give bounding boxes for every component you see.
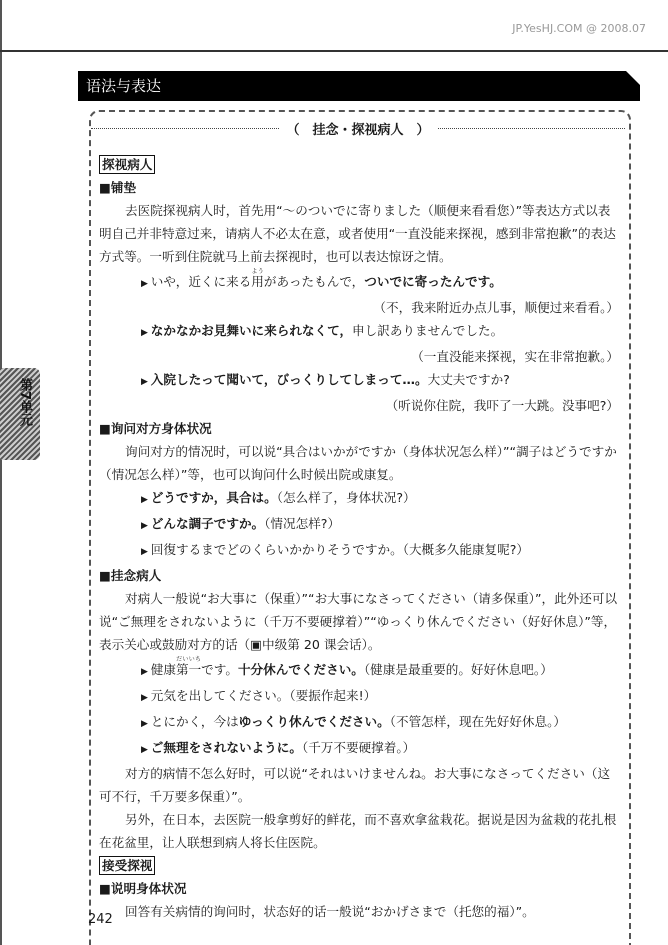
watermark: JP.YesHJ.COM @ 2008.07 bbox=[512, 22, 646, 35]
book-icon: ▣ bbox=[250, 637, 263, 652]
example-item: ▶ どうですか，具合は。（怎么样了，身体状况?） bbox=[99, 486, 619, 512]
section-title: 语法与表达 bbox=[86, 77, 162, 95]
unit-side-tab bbox=[0, 368, 40, 460]
example-item: ▶ ご無理をされないように。（千万不要硬撑着。） bbox=[99, 736, 619, 762]
example-item: ▶ 健康第一だいいちです。十分休んでください。（健康是最重要的。好好休息吧。） bbox=[99, 656, 619, 684]
box-title: （ 挂念・探视病人 ） bbox=[286, 122, 430, 138]
section-tag: 接受探视 bbox=[99, 856, 155, 875]
example-item: ▶ 入院したって聞いて，びっくりしてしまって…。大丈夫ですか? bbox=[99, 368, 619, 394]
corner-fold-icon bbox=[626, 71, 640, 85]
subheading: ■挂念病人 bbox=[99, 568, 162, 583]
example-item: ▶ いや，近くに来る用ようがあったもんで，ついでに寄ったんです。 bbox=[99, 268, 619, 296]
page-number: 242 bbox=[88, 912, 113, 927]
paragraph: 去医院探视病人时，首先用“～のついでに寄りました（顺便来看看您）”等表达方式以表明自己并非特意过来，请病人不必太在意，或者使用“一直没能来探视，感到非常抱歉”的表达方式等。一听到住院就马上前去探视时，也可以表达惊讶之情。 bbox=[99, 203, 616, 264]
header-rule bbox=[0, 50, 668, 52]
subheading: ■询问对方身体状况 bbox=[99, 421, 212, 436]
paragraph: 对方的病情不怎么好时，可以说“それはいけませんね。お大事になさってください（这可不行，千万要多保重）”。 bbox=[99, 766, 611, 804]
example-item: ▶ 回復するまでどのくらいかかりそうですか。（大概多久能康复呢?） bbox=[99, 538, 619, 564]
box-title-row bbox=[91, 118, 625, 138]
section-bar bbox=[78, 71, 640, 101]
section-tag: 探视病人 bbox=[99, 155, 155, 174]
example-item: ▶ なかなかお見舞いに来られなくて，申し訳ありませんでした。 bbox=[99, 319, 619, 345]
content bbox=[99, 153, 619, 923]
example-item: ▶ 元気を出してください。（要振作起来!） bbox=[99, 684, 619, 710]
translation: （一直没能来探视，实在非常抱歉。） bbox=[411, 349, 619, 364]
example-item: ▶ どんな調子ですか。（情况怎样?） bbox=[99, 512, 619, 538]
paragraph: 回答有关病情的询问时，状态好的话一般说“おかげさまで（托您的福）”。 bbox=[125, 904, 535, 919]
subheading: ■说明身体状况 bbox=[99, 881, 187, 896]
example-item: ▶ とにかく，今はゆっくり休んでください。（不管怎样，现在先好好休息。） bbox=[99, 710, 619, 736]
translation: （不，我来附近办点儿事，顺便过来看看。） bbox=[373, 300, 619, 315]
subheading: ■铺垫 bbox=[99, 180, 137, 195]
translation: （听说你住院，我吓了一大跳。没事吧?） bbox=[385, 398, 619, 413]
scan-edge bbox=[0, 0, 2, 945]
paragraph: 另外，在日本，去医院一般拿剪好的鲜花，而不喜欢拿盆栽花。据说是因为盆栽的花扎根在花盆里，让人联想到病人将长住医院。 bbox=[99, 812, 617, 850]
paragraph: 询问对方的情况时，可以说“具合はいかがですか（身体状况怎么样）”“調子はどうですか（情况怎么样）”等，也可以询问什么时候出院或康复。 bbox=[99, 444, 617, 482]
paragraph: 对病人一般说“お大事に（保重）”“お大事になさってください（请多保重）”，此外还可以说“ご無理をされないように（千万不要硬撑着）”“ゆっくり休んでください（好好休息）”等，表示关心或鼓励对方的话（▣中级第 20 课会话）。 bbox=[99, 591, 618, 652]
unit-label: 第7单元 bbox=[17, 378, 32, 427]
